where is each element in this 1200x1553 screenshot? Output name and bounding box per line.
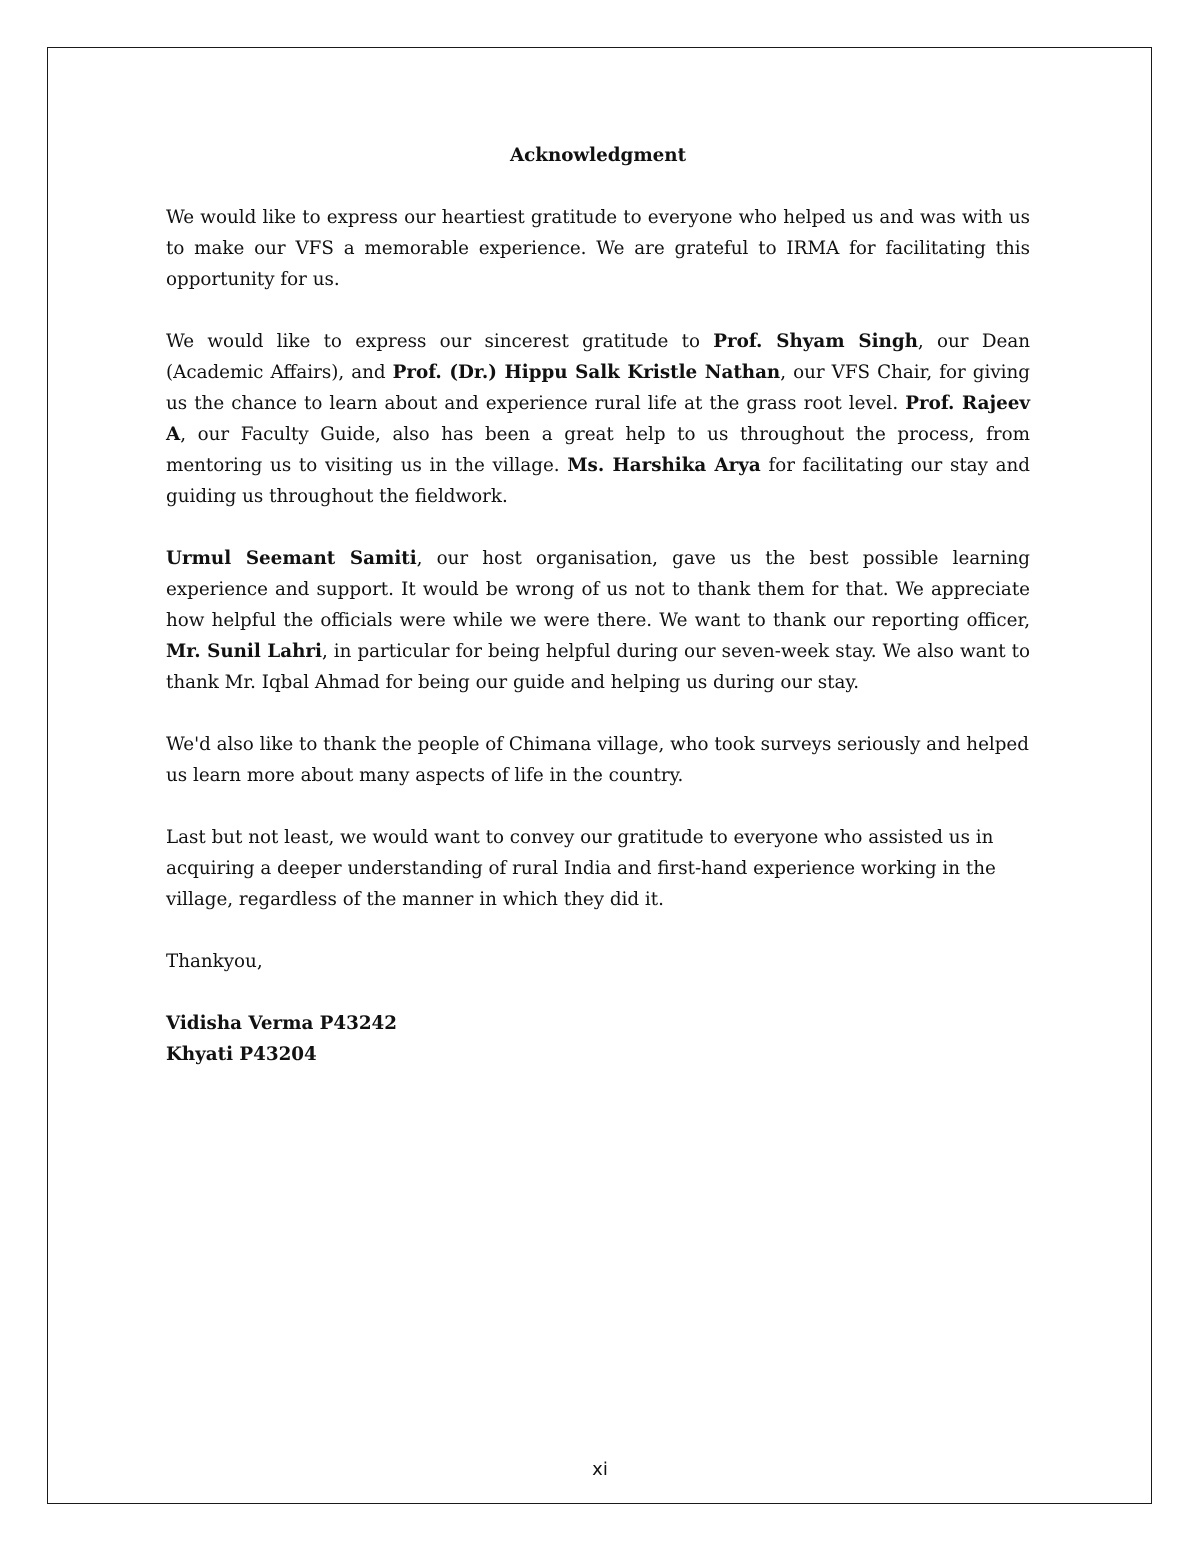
name-hippu-nathan: Prof. (Dr.) Hippu Salk Kristle Nathan: [392, 362, 781, 383]
text-span: , our Dean (Academic Affairs), and: [166, 331, 1030, 383]
name-rajeev-a: Prof. Rajeev A: [166, 393, 1030, 445]
paragraph-village-thanks: We'd also like to thank the people of Chimana village, who took surveys seriously and helped us learn more about many aspects of life in the country.: [166, 734, 1029, 786]
page-title: Acknowledgment: [509, 145, 687, 166]
signature-line: Vidisha Verma P43242: [166, 1013, 397, 1034]
text-span: We would like to express our sincerest gratitude to: [166, 331, 714, 352]
document-body: [166, 140, 1030, 1070]
page-number: xi: [592, 1459, 608, 1480]
signature-line: Khyati P43204: [166, 1044, 317, 1065]
paragraph-host-organisation: [166, 543, 1030, 698]
text-span: , our VFS Chair, for giving us the chance to learn about and experience rural life at the grass root level.: [166, 362, 1030, 414]
name-sunil-lahri: Mr. Sunil Lahri: [166, 641, 322, 662]
paragraph-intro: We would like to express our heartiest gratitude to everyone who helped us and was with us to make our VFS a memorable experience. We are grateful to IRMA for facilitating this opportunity for us.: [166, 207, 1030, 290]
signature-block: [166, 1008, 1030, 1070]
name-urmul-seemant-samiti: Urmul Seemant Samiti: [166, 548, 417, 569]
name-shyam-singh: Prof. Shyam Singh: [713, 331, 918, 352]
text-span: , our host organisation, gave us the best possible learning experience and support. It would be wrong of us not to thank them for that. We appreciate how helpful the officials were while we were there. We want to thank our reporting officer,: [166, 548, 1031, 631]
paragraph-closing-thanks: Last but not least, we would want to convey our gratitude to everyone who assisted us in acquiring a deeper understanding of rural India and first-hand experience working in the village, regardless of the manner in which they did it.: [166, 827, 996, 910]
closing-salutation: Thankyou,: [166, 951, 263, 972]
text-span: , our Faculty Guide, also has been a great help to us throughout the process, from mentoring us to visiting us in the village.: [166, 424, 1030, 476]
text-span: for facilitating our stay and guiding us throughout the fieldwork.: [166, 455, 1030, 507]
name-harshika-arya: Ms. Harshika Arya: [567, 455, 761, 476]
paragraph-faculty-thanks: [166, 326, 1030, 512]
text-span: , in particular for being helpful during our seven-week stay. We also want to thank Mr. Iqbal Ahmad for being our guide and helping us during our stay.: [166, 641, 1031, 693]
